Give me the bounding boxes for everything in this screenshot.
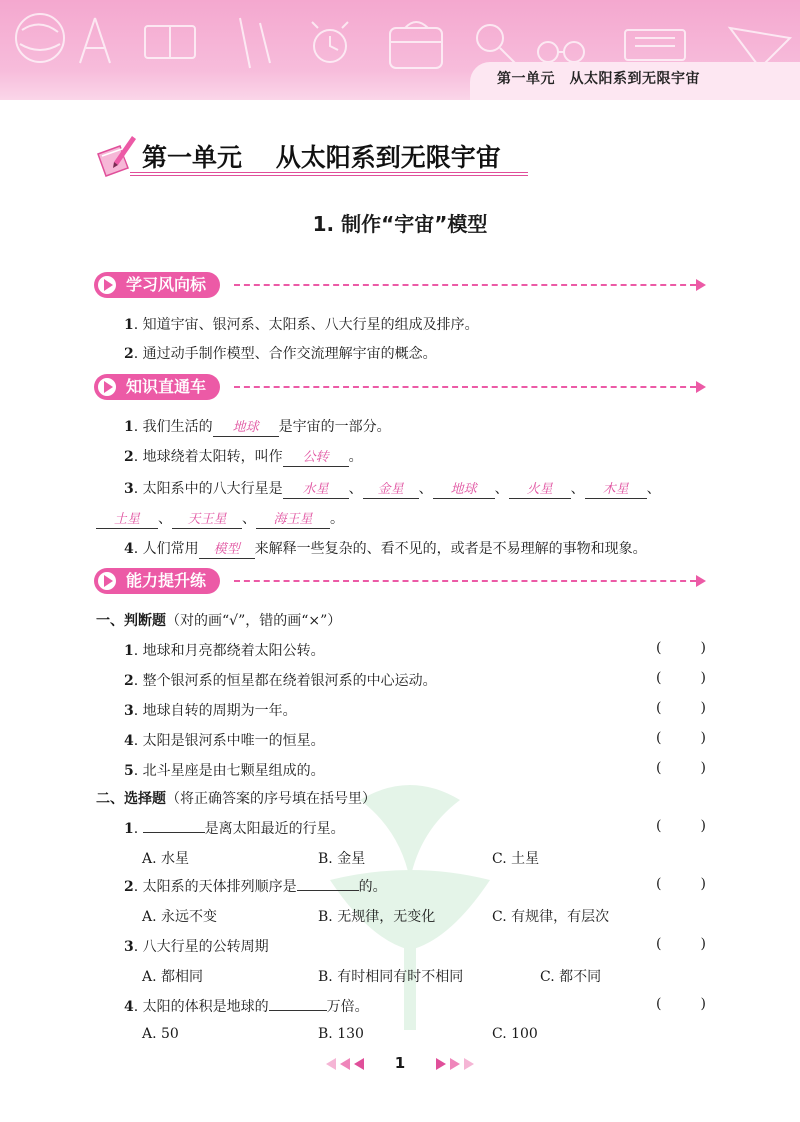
judge-item: 1. 地球和月亮都绕着太阳公转。 xyxy=(124,643,325,659)
choice-question: 3. 八大行星的公转周期 xyxy=(124,939,269,955)
unit-title-block xyxy=(92,132,528,178)
play-arrow-icon xyxy=(96,570,118,592)
choice-option: C. 都不同 xyxy=(540,969,602,985)
knowledge-item: 1. 我们生活的 地球 是宇宙的一部分。 xyxy=(124,419,391,435)
choice-question: 1. 是离太阳最近的行星。 xyxy=(124,821,345,837)
section-goals xyxy=(94,272,706,298)
section-arrow-tip xyxy=(696,381,706,393)
section-knowledge-label: 知识直通车 xyxy=(94,374,220,400)
answer-bracket[interactable]: ( ) xyxy=(656,818,706,834)
choice-option: B. 金星 xyxy=(318,851,366,867)
answer-bracket[interactable]: ( ) xyxy=(656,760,706,776)
play-arrow-icon xyxy=(96,274,118,296)
choice-option: B. 无规律，无变化 xyxy=(318,909,436,925)
answer-bracket[interactable]: ( ) xyxy=(656,996,706,1012)
goal-item: 1. 知道宇宙、银河系、太阳系、八大行星的组成及排序。 xyxy=(124,317,479,333)
answer-blank: 火星 xyxy=(509,482,571,499)
question-blank xyxy=(143,832,205,833)
choice-option: B. 有时相同有时不相同 xyxy=(318,969,464,985)
answer-blank: 土星 xyxy=(96,512,158,529)
header-banner xyxy=(0,0,800,100)
answer-blank: 水星 xyxy=(283,482,349,499)
choice-question: 2. 太阳系的天体排列顺序是 的。 xyxy=(124,879,387,895)
judge-item: 4. 太阳是银河系中唯一的恒星。 xyxy=(124,733,325,749)
answer-blank: 金星 xyxy=(363,482,419,499)
knowledge-item: 2. 地球绕着太阳转，叫作 公转 。 xyxy=(124,449,363,465)
unit-title: 第一单元 从太阳系到无限宇宙 xyxy=(142,143,501,172)
section-arrow-tip xyxy=(696,575,706,587)
choice-question: 4. 太阳的体积是地球的 万倍。 xyxy=(124,999,369,1015)
answer-bracket[interactable]: ( ) xyxy=(656,730,706,746)
judge-heading: 一、判断题（对的画“√”，错的画“×”） xyxy=(96,613,342,629)
answer-blank: 公转 xyxy=(283,450,349,467)
choice-option: A. 水星 xyxy=(142,851,190,867)
question-blank xyxy=(297,890,359,891)
left-arrows-icon xyxy=(326,1058,370,1070)
section-dash-line xyxy=(234,284,696,286)
section-practice xyxy=(94,568,706,594)
judge-item: 2. 整个银河系的恒星都在绕着银河系的中心运动。 xyxy=(124,673,437,689)
question-blank xyxy=(269,1010,327,1011)
answer-blank: 模型 xyxy=(199,542,255,559)
answer-blank: 地球 xyxy=(213,420,279,437)
page-number: 1 xyxy=(394,1054,406,1072)
choice-option: A. 永远不变 xyxy=(142,909,218,925)
choice-option: A. 50 xyxy=(142,1026,179,1042)
answer-blank: 木星 xyxy=(585,482,647,499)
answer-bracket[interactable]: ( ) xyxy=(656,670,706,686)
section-goals-label: 学习风向标 xyxy=(94,272,220,298)
choice-heading: 二、选择题（将正确答案的序号填在括号里） xyxy=(96,791,376,807)
answer-bracket[interactable]: ( ) xyxy=(656,640,706,656)
section-arrow-tip xyxy=(696,279,706,291)
choice-option: C. 100 xyxy=(492,1026,538,1042)
play-arrow-icon xyxy=(96,376,118,398)
choice-option: A. 都相同 xyxy=(142,969,204,985)
right-arrows-icon xyxy=(430,1058,474,1070)
judge-item: 3. 地球自转的周期为一年。 xyxy=(124,703,297,719)
unit-title-underline xyxy=(130,172,528,176)
section-practice-label: 能力提升练 xyxy=(94,568,220,594)
lesson-title: 1. 制作“宇宙”模型 xyxy=(312,212,488,236)
section-dash-line xyxy=(234,386,696,388)
running-header-title: 第一单元 从太阳系到无限宇宙 xyxy=(497,71,700,87)
answer-bracket[interactable]: ( ) xyxy=(656,936,706,952)
answer-blank: 地球 xyxy=(433,482,495,499)
section-dash-line xyxy=(234,580,696,582)
choice-option: C. 土星 xyxy=(492,851,540,867)
choice-option: C. 有规律，有层次 xyxy=(492,909,610,925)
page-footer xyxy=(0,1054,800,1074)
judge-item: 5. 北斗星座是由七颗星组成的。 xyxy=(124,763,325,779)
choice-option: B. 130 xyxy=(318,1026,364,1042)
knowledge-item-continued: 土星 、 天王星 、 海王星 。 xyxy=(96,508,344,529)
goal-item: 2. 通过动手制作模型、合作交流理解宇宙的概念。 xyxy=(124,346,437,362)
answer-blank: 天王星 xyxy=(172,512,242,529)
answer-blank: 海王星 xyxy=(256,512,330,529)
knowledge-item: 4. 人们常用 模型 来解释一些复杂的、看不见的，或者是不易理解的事物和现象。 xyxy=(124,541,647,557)
answer-bracket[interactable]: ( ) xyxy=(656,876,706,892)
knowledge-item: 3. 太阳系中的八大行星是 水星 、 金星 、 地球 、 火星 、 木星 、 xyxy=(124,481,661,497)
answer-bracket[interactable]: ( ) xyxy=(656,700,706,716)
section-knowledge xyxy=(94,374,706,400)
